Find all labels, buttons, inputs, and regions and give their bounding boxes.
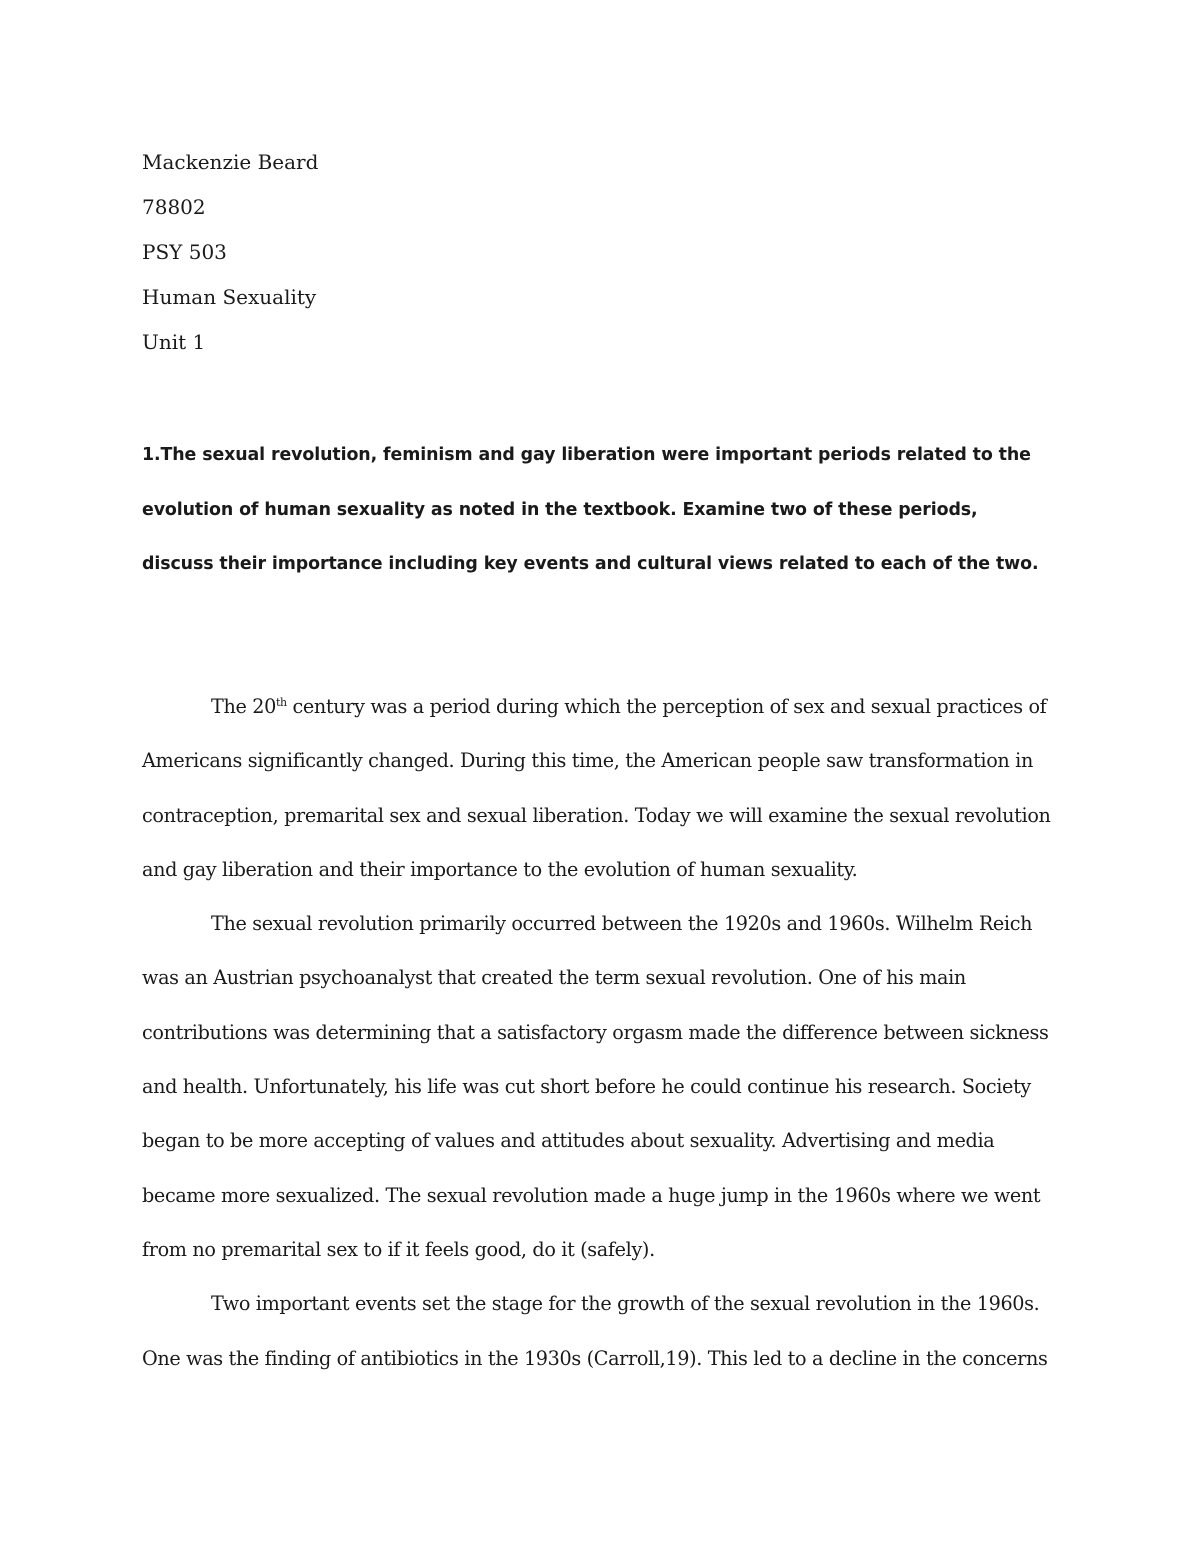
text-run: The 20 [211, 695, 276, 718]
paragraph-line: was an Austrian psychoanalyst that created the term sexual revolution. One of his main [142, 966, 966, 990]
paragraph-line: contraception, premarital sex and sexual liberation. Today we will examine the sexual revolution [142, 803, 1051, 827]
paragraph-line [142, 680, 1062, 734]
unit-label: Unit 1 [142, 330, 206, 354]
paragraph-line: The sexual revolution primarily occurred between the 1920s and 1960s. Wilhelm Reich [211, 912, 1033, 936]
text-run: century was a period during which the perception of sex and sexual practices of [286, 695, 1047, 718]
paragraph-sexual-revolution [142, 897, 1062, 1277]
paragraph-line: contributions was determining that a satisfactory orgasm made the difference between sickness [142, 1020, 1049, 1044]
paragraph-line: and gay liberation and their importance to the evolution of human sexuality. [142, 857, 858, 881]
question-line: evolution of human sexuality as noted in the textbook. Examine two of these periods, [142, 499, 978, 520]
paragraph-intro [142, 680, 1062, 897]
superscript: th [275, 696, 287, 709]
paragraph-key-events [142, 1277, 1062, 1386]
student-id: 78802 [142, 195, 206, 219]
paragraph-line: Two important events set the stage for the growth of the sexual revolution in the 1960s. [211, 1292, 1040, 1316]
paragraph-line: Americans significantly changed. During this time, the American people saw transformation in [142, 749, 1033, 773]
student-header [142, 140, 318, 365]
student-name: Mackenzie Beard [142, 150, 319, 174]
question-prompt [142, 428, 1062, 592]
paragraph-line: One was the finding of antibiotics in the 1930s (Carroll,19). This led to a decline in the concerns [142, 1346, 1048, 1370]
paragraph-line: became more sexualized. The sexual revolution made a huge jump in the 1960s where we went [142, 1183, 1041, 1207]
question-line: 1.The sexual revolution, feminism and gay liberation were important periods related to the [142, 445, 1031, 465]
course-code: PSY 503 [142, 240, 227, 264]
paragraph-line: and health. Unfortunately, his life was cut short before he could continue his research. Society [142, 1075, 1031, 1099]
essay-body [142, 680, 1062, 1386]
course-subject: Human Sexuality [142, 285, 317, 309]
paragraph-line: from no premarital sex to if it feels good, do it (safely). [142, 1237, 655, 1261]
paragraph-line: began to be more accepting of values and attitudes about sexuality. Advertising and media [142, 1129, 995, 1153]
question-line: discuss their importance including key events and cultural views related to each of the two. [142, 554, 1039, 574]
